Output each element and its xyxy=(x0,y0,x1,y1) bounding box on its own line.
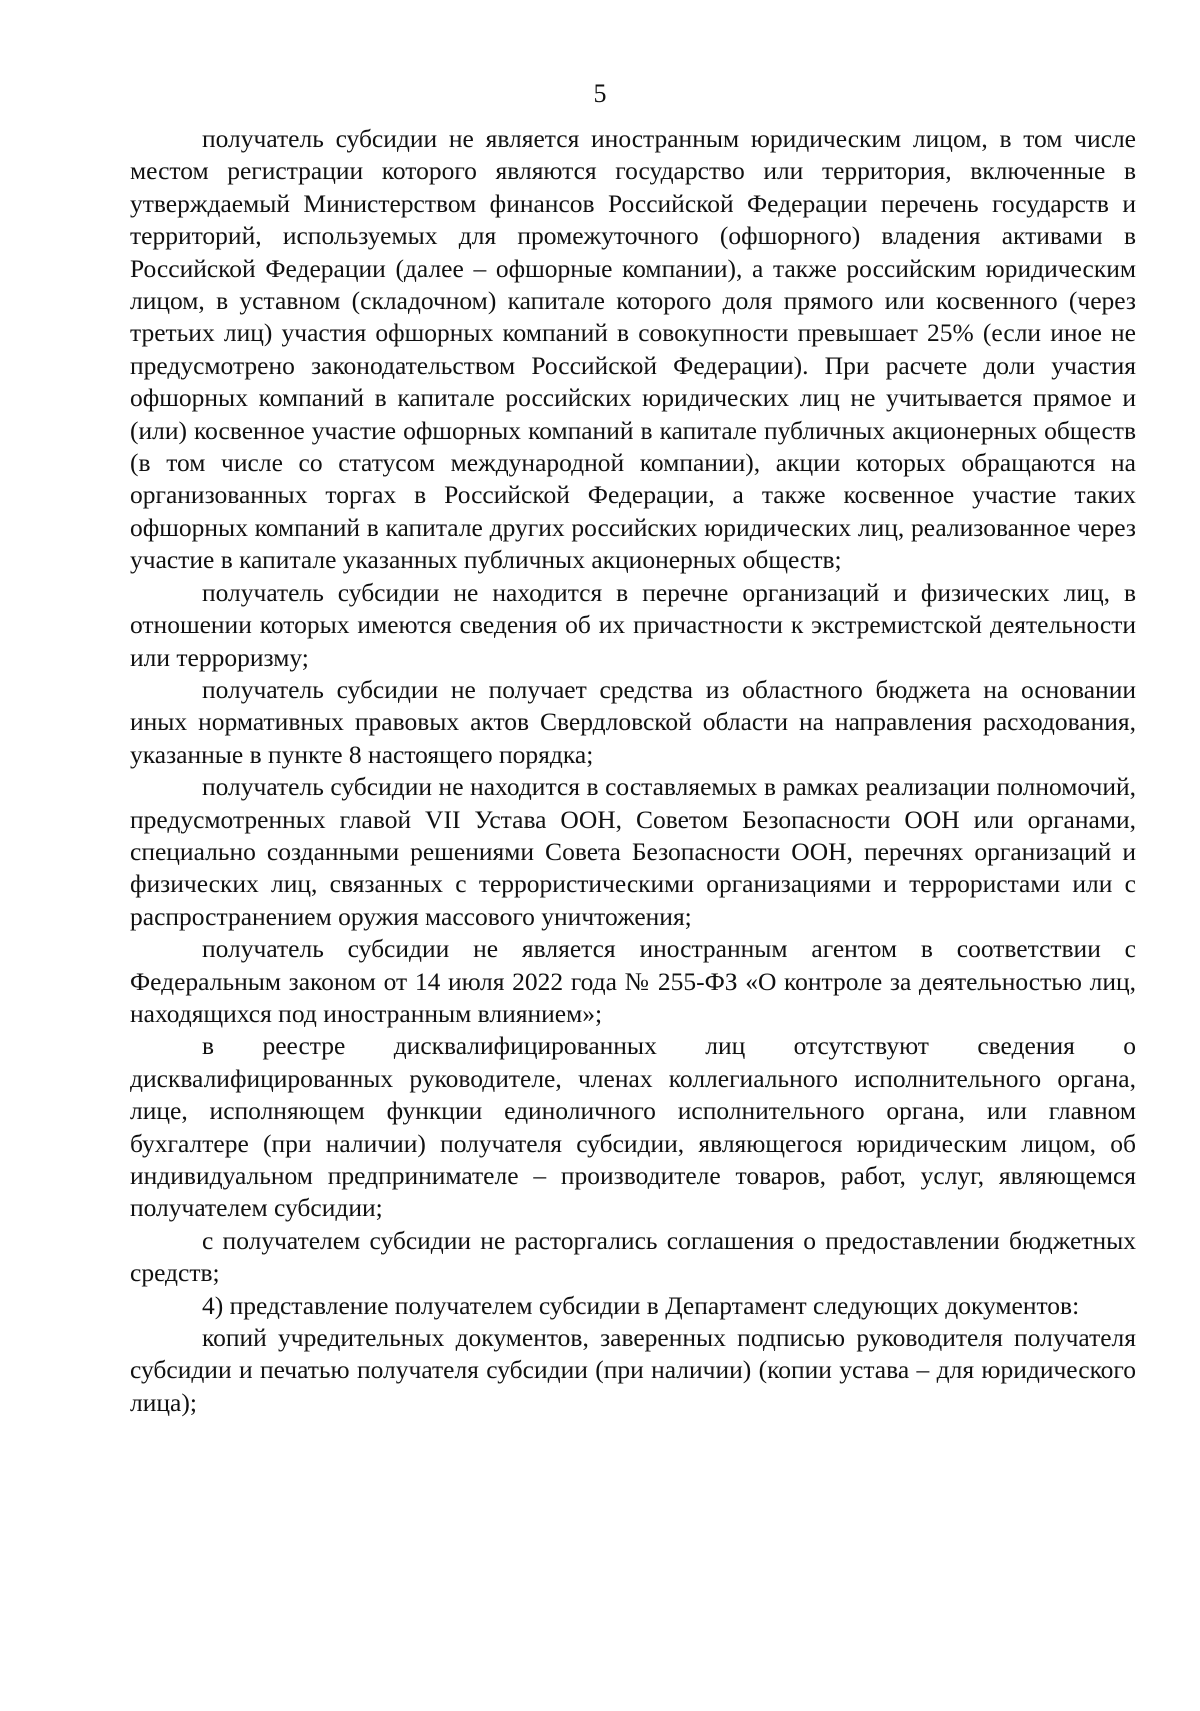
paragraph-disqualified-persons: в реестре дисквалифицированных лиц отсутствуют сведения о дисквалифицированных руководителе, членах коллегиального исполнительного органа, лице, исполняющем функции единоличного исполнительного органа, или главном бухгалтере (при наличии) получателя субсидии, являющегося юридическим лицом, об индивидуальном предпринимателе – производителе товаров, работ, услуг, являющемся получателем субсидии; xyxy=(130,1031,1136,1223)
paragraph-regional-budget: получатель субсидии не получает средства из областного бюджета на основании иных нормативных правовых актов Свердловской области на направления расходования, указанные в пункте 8 настоящего порядка; xyxy=(130,674,1136,769)
paragraph-offshore-companies: получатель субсидии не является иностранным юридическим лицом, в том числе местом регистрации которого являются государство или территория, включенные в утверждаемый Министерством финансов Российской Федерации перечень государств и территорий, используемых для промежуточного (офшорного) владения активами в Российской Федерации (далее – офшорные компании), а также российским юридическим лицом, в уставном (складочном) капитале которого доля прямого или косвенного (через третьих лиц) участия офшорных компаний в совокупности превышает 25% (если иное не предусмотрено законодательством Российской Федерации). При расчете доли участия офшорных компаний в капитале российских юридических лиц не учитывается прямое и (или) косвенное участие офшорных компаний в капитале публичных акционерных обществ (в том числе со статусом международной компании), акции которых обращаются на организованных торгах в Российской Федерации, а также косвенное участие таких офшорных компаний в капитале других российских юридических лиц, реализованное через участие в капитале указанных публичных акционерных обществ; xyxy=(130,124,1136,575)
paragraph-agreements: с получателем субсидии не расторгались соглашения о предоставлении бюджетных средств; xyxy=(130,1225,1136,1288)
paragraph-founding-documents: копий учредительных документов, заверенных подписью руководителя получателя субсидии и печатью получателя субсидии (при наличии) (копии устава – для юридического лица); xyxy=(130,1323,1136,1417)
paragraph-foreign-agent: получатель субсидии не является иностранным агентом в соответствии с Федеральным законом от 14 июля 2022 года № 255-ФЗ «О контроле за деятельностью лиц, находящихся под иностранным влиянием»; xyxy=(130,934,1136,1028)
paragraph-extremism-list: получатель субсидии не находится в перечне организаций и физических лиц, в отношении которых имеются сведения об их причастности к экстремистской деятельности или терроризму; xyxy=(130,577,1136,672)
paragraph-un-security-council: получатель субсидии не находится в составляемых в рамках реализации полномочий, предусмотренных главой VII Устава ООН, Советом Безопасности ООН или органами, специально созданными решениями Совета Безопасности ООН, перечнях организаций и физических лиц, связанных с террористическими организациями и террористами или с распространением оружия массового уничтожения; xyxy=(130,772,1136,931)
page-number: 5 xyxy=(593,79,607,108)
document-body xyxy=(130,123,1136,1419)
paragraph-documents-submission: 4) представление получателем субсидии в Департамент следующих документов: xyxy=(202,1290,1080,1320)
